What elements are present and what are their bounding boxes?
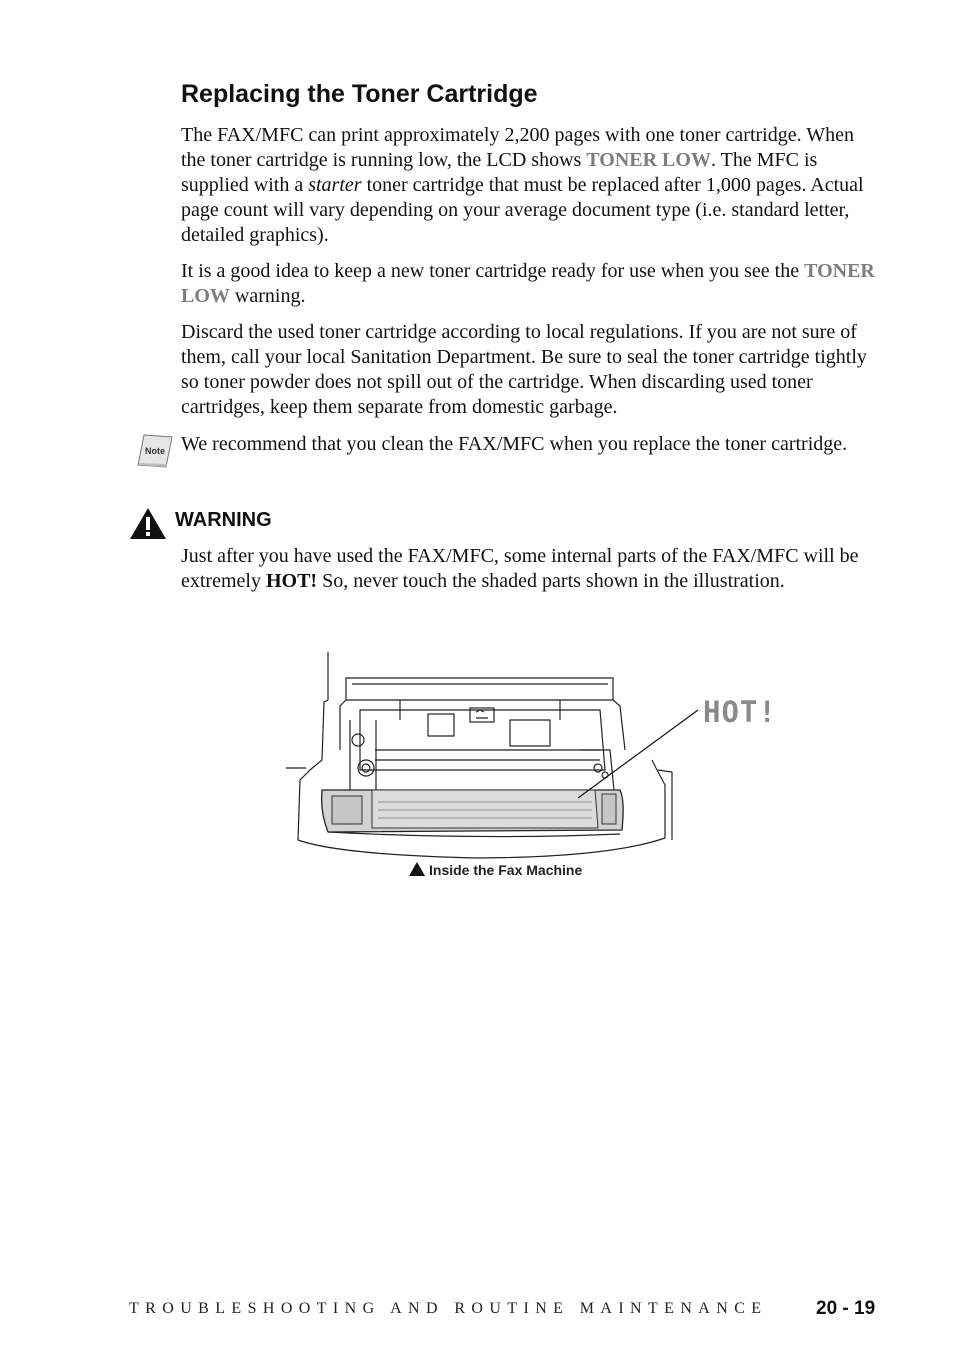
- note-icon: [136, 433, 174, 469]
- paragraph-disposal: Discard the used toner cartridge according to local regulations. If you are not sure of them, call your local Sanitation Department. Be sure to seal the toner cartridge tightly so toner powder does not spill out of the cartridge. When discarding used toner cartridges, keep them separate from domestic garbage.: [181, 321, 867, 418]
- warning-text-b: So, never touch the shaded parts shown in the illustration.: [317, 570, 785, 592]
- figure-caption: [409, 862, 582, 878]
- p1-text-b: . The MFC is supplied with a: [181, 149, 818, 196]
- hot-emphasis: HOT!: [265, 570, 318, 592]
- p2-text-b: warning.: [229, 285, 306, 307]
- p1-text-c: toner cartridge that must be replaced after 1,000 pages. Actual page count will vary depending on your average document type (i.e. standard letter, detailed graphics).: [181, 174, 864, 246]
- figure-caption-text: Inside the Fax Machine: [429, 862, 583, 878]
- footer-chapter-title: TROUBLESHOOTING AND ROUTINE MAINTENANCE: [129, 1300, 768, 1317]
- starter-emphasis: starter: [308, 174, 362, 196]
- p1-text-a: The FAX/MFC can print approximately 2,200 pages with one toner cartridge. When the toner cartridge is running low, the LCD shows: [181, 124, 854, 171]
- fax-interior-illustration: [280, 640, 700, 865]
- caption-triangle-icon: [409, 862, 425, 876]
- lcd-message-toner-low: TONER LOW: [181, 260, 875, 307]
- p2-text-a: It is a good idea to keep a new toner cartridge ready for use when you see the: [181, 260, 805, 282]
- warning-text: [181, 544, 881, 594]
- warning-heading: WARNING: [175, 509, 272, 531]
- hot-callout-label: HOT!: [703, 695, 777, 729]
- warning-triangle-icon: [129, 507, 167, 540]
- footer-page-number: 20 - 19: [816, 1298, 876, 1319]
- lcd-message-toner-low: TONER LOW: [586, 149, 711, 171]
- note-text: We recommend that you clean the FAX/MFC when you replace the toner cartridge.: [181, 433, 848, 455]
- warning-text-a: Just after you have used the FAX/MFC, some internal parts of the FAX/MFC will be extremely: [181, 545, 859, 592]
- section-heading: Replacing the Toner Cartridge: [181, 80, 538, 108]
- paragraph-toner-capacity: [181, 123, 881, 248]
- note-icon-label: Note: [145, 446, 165, 456]
- paragraph-spare-cartridge: [181, 259, 881, 309]
